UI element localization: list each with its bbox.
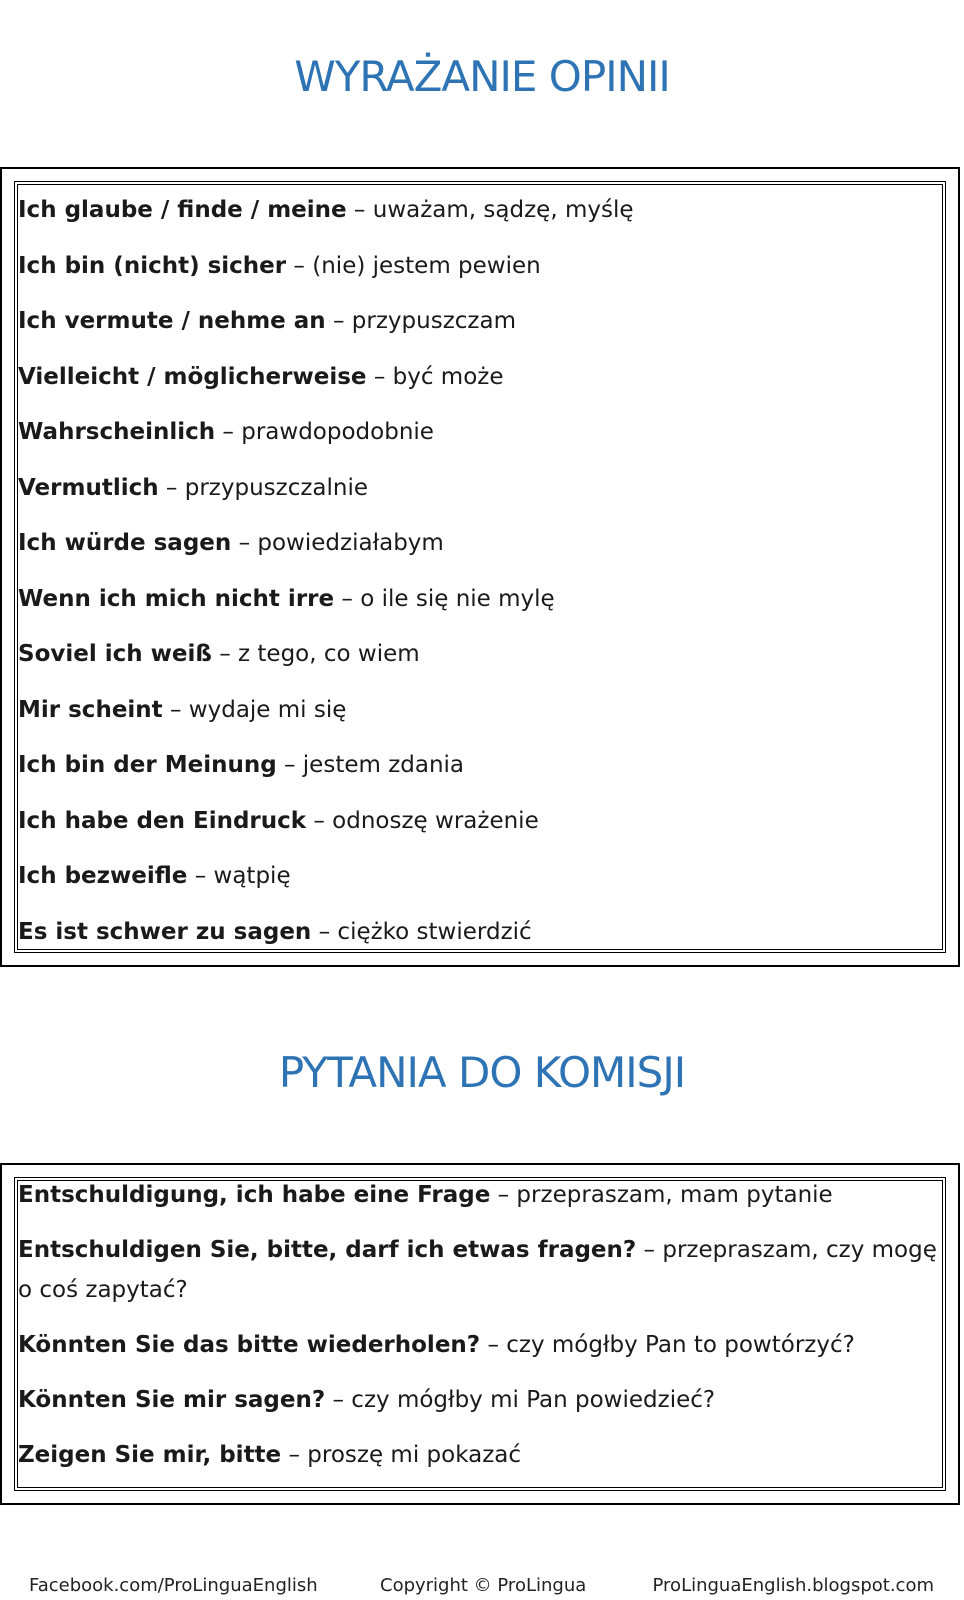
polish-translation: – ciężko stwierdzić: [311, 918, 532, 945]
german-phrase: Ich bezweifle: [18, 863, 188, 889]
german-phrase: Vermutlich: [18, 474, 159, 501]
phrase-row: [18, 183, 942, 239]
opinions-list: [18, 183, 942, 960]
polish-translation: – przepraszam, mam pytanie: [490, 1182, 833, 1208]
phrase-row: [18, 1175, 942, 1215]
polish-translation: – o ile się nie mylę: [334, 585, 555, 612]
german-phrase: Ich habe den Eindruck: [18, 807, 307, 834]
german-phrase: Soviel ich weiß: [18, 641, 212, 667]
polish-translation: – (nie) jestem pewien: [286, 252, 541, 279]
german-phrase: Ich bin (nicht) sicher: [18, 252, 287, 279]
phrase-row: [18, 516, 942, 572]
phrase-row: [18, 627, 942, 683]
polish-translation: – przepraszam, czy mogę o coś zapytać?: [18, 1237, 937, 1303]
german-phrase: Könnten Sie mir sagen?: [18, 1387, 326, 1413]
phrase-row: [18, 1380, 942, 1420]
polish-translation: – prawdopodobnie: [215, 419, 434, 445]
german-phrase: Es ist schwer zu sagen: [18, 918, 312, 945]
phrase-row: [18, 905, 942, 961]
questions-box: [0, 1163, 960, 1505]
section-title-questions: PYTANIA DO KOMISJI: [278, 1048, 686, 1097]
phrase-row: [18, 1435, 942, 1475]
german-phrase: Vielleicht / möglicherweise: [18, 363, 367, 390]
german-phrase: Ich glaube / finde / meine: [18, 197, 347, 223]
footer-blog: ProLinguaEnglish.blogspot.com: [652, 1575, 934, 1596]
german-phrase: Wenn ich mich nicht irre: [18, 585, 335, 612]
phrase-row: [18, 294, 942, 350]
footer-facebook: Facebook.com/ProLinguaEnglish: [29, 1575, 318, 1596]
polish-translation: – z tego, co wiem: [211, 641, 420, 667]
german-phrase: Zeigen Sie mir, bitte: [18, 1442, 282, 1468]
german-phrase: Wahrscheinlich: [18, 419, 216, 445]
phrase-row: [18, 1325, 942, 1365]
polish-translation: – wydaje mi się: [162, 696, 347, 723]
polish-translation: – czy mógłby mi Pan powiedzieć?: [325, 1387, 716, 1413]
german-phrase: Ich bin der Meinung: [18, 752, 277, 778]
phrase-row: [18, 572, 942, 628]
polish-translation: – czy mógłby Pan to powtórzyć?: [480, 1332, 855, 1358]
phrase-row: [18, 738, 942, 794]
polish-translation: – proszę mi pokazać: [281, 1442, 522, 1468]
phrase-row: [18, 1230, 942, 1310]
german-phrase: Könnten Sie das bitte wiederholen?: [18, 1332, 481, 1358]
phrase-row: [18, 405, 942, 461]
polish-translation: – odnoszę wrażenie: [306, 807, 539, 834]
polish-translation: – uważam, sądzę, myślę: [346, 197, 634, 223]
footer-copyright: Copyright © ProLingua: [380, 1575, 587, 1596]
phrase-row: [18, 683, 942, 739]
polish-translation: – przypuszczam: [325, 308, 516, 334]
phrase-row: [18, 239, 942, 295]
section-title-opinions: WYRAŻANIE OPINII: [294, 52, 670, 101]
phrase-row: [18, 849, 942, 905]
phrase-row: [18, 794, 942, 850]
opinions-box: [0, 167, 960, 967]
german-phrase: Mir scheint: [18, 696, 163, 723]
questions-list: [18, 1175, 942, 1490]
polish-translation: – jestem zdania: [276, 752, 465, 778]
german-phrase: Ich würde sagen: [18, 530, 232, 556]
polish-translation: – wątpię: [187, 863, 291, 889]
polish-translation: – przypuszczalnie: [158, 474, 369, 501]
german-phrase: Ich vermute / nehme an: [18, 308, 326, 334]
phrase-row: [18, 461, 942, 517]
phrase-row: [18, 350, 942, 406]
polish-translation: – powiedziałabym: [231, 530, 444, 556]
german-phrase: Entschuldigen Sie, bitte, darf ich etwas fragen?: [18, 1237, 637, 1263]
polish-translation: – być może: [366, 363, 504, 390]
german-phrase: Entschuldigung, ich habe eine Frage: [18, 1182, 491, 1208]
